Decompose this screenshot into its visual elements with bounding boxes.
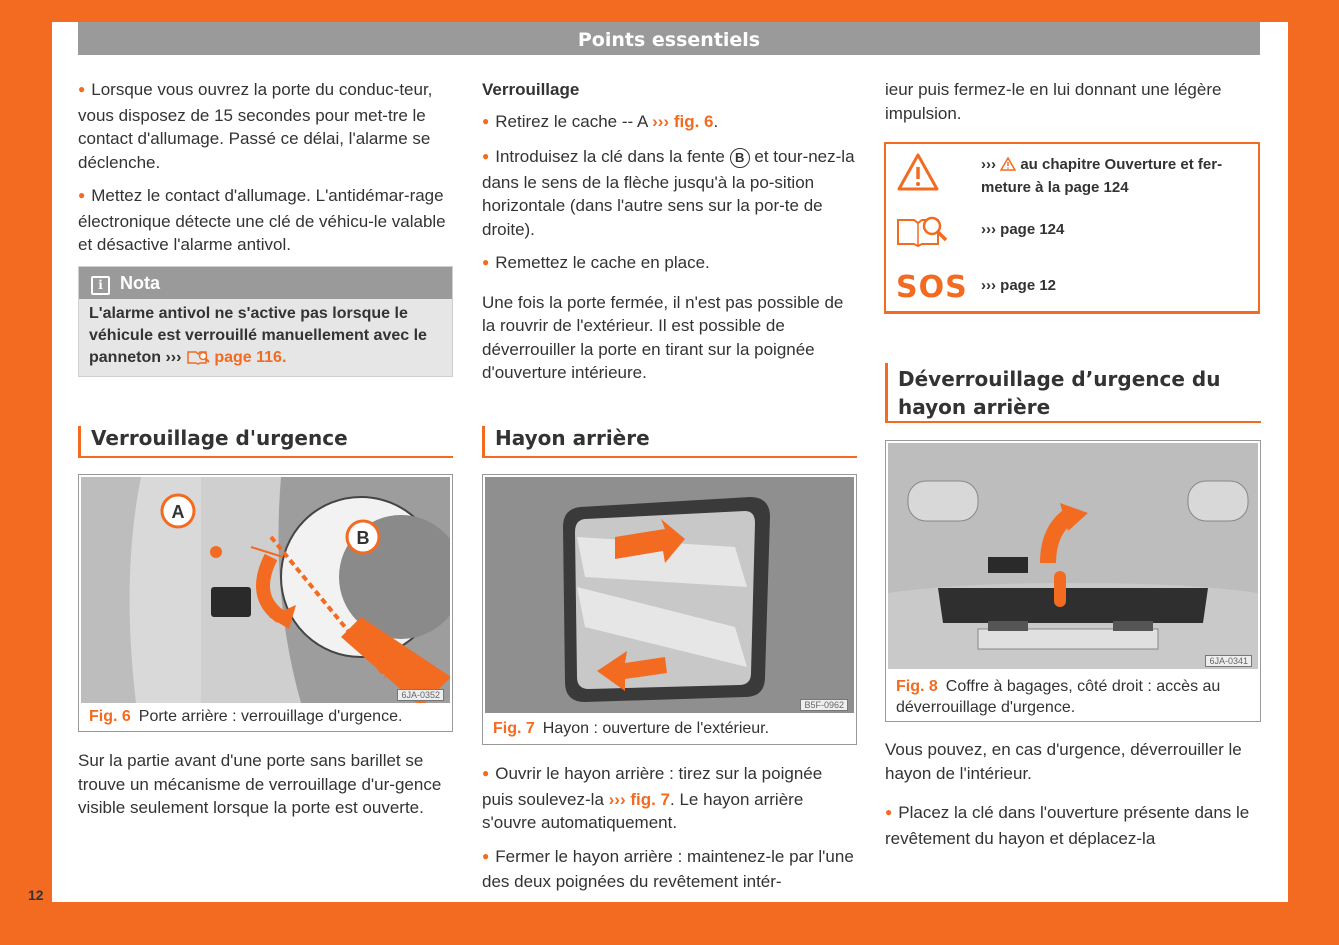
section-title-hayon-arriere: Hayon arrière: [482, 426, 857, 458]
col1-body: [78, 749, 453, 830]
nota-ref-arrows: ›››: [165, 349, 182, 366]
col2-paragraph: Une fois la porte fermée, il n'est pas possible de la rouvrir de l'extérieur. Il est possible de déverrouiller la porte en tirant sur la poignée d'ouverture intérieure.: [482, 292, 844, 382]
col2-bullet-1-end: .: [713, 111, 719, 131]
figure-8-code: 6JA-0341: [1205, 655, 1252, 667]
figure-8-label: Fig. 8: [896, 678, 938, 695]
col3-continuation: ieur puis fermez-le en lui donnant une légère impulsion.: [885, 80, 1222, 123]
figure-6-image: [81, 477, 450, 705]
col2-bullet-4: [482, 762, 857, 835]
col1-paragraph: Sur la partie avant d'une porte sans barillet se trouve un mécanisme de verrouillage d'ur-gence visible seulement lorsque la porte est ouverte.: [78, 751, 442, 817]
col2-subhead: Verrouillage: [482, 80, 580, 99]
fig7-link[interactable]: ››› fig. 7: [608, 789, 671, 809]
col2-lower: [482, 762, 857, 904]
col2-bullet-3: ● Remettez le cache en place.: [482, 251, 857, 277]
warning-ref-arrows: ›››: [981, 156, 996, 173]
figure-7-image: [485, 477, 854, 715]
figure-6: [78, 474, 453, 732]
figure-7-label: Fig. 7: [493, 720, 535, 737]
figure-8: [885, 440, 1261, 722]
callout-a: A: [171, 502, 185, 522]
figure-7-caption-text: Hayon : ouverture de l'extérieur.: [542, 720, 770, 737]
seat-logo-illustration: [485, 477, 854, 713]
col2-bullet-4-end: . Le hayon arrière s'ouvre automatiquement.: [482, 789, 804, 832]
col2-bullet-2: [482, 145, 857, 241]
section-title-deverrouillage-hayon: Déverrouillage d’urgence du hayon arrière: [885, 363, 1261, 423]
small-warning-icon: [1000, 156, 1016, 177]
column-1: [78, 78, 453, 267]
figure-8-caption-text: Coffre à bagages, côté droit : accès au déverrouillage d'urgence.: [896, 678, 1221, 716]
info-icon: i: [91, 276, 110, 295]
warning-chapter-link[interactable]: au chapitre Ouverture et fer-meture à la page 124: [981, 156, 1223, 196]
figure-6-caption: [89, 708, 402, 726]
nota-page-link[interactable]: page 116.: [214, 349, 287, 366]
figure-8-image: [888, 443, 1258, 671]
book-search-icon: [186, 349, 210, 372]
nota-header: [79, 267, 452, 299]
warning-ref: [981, 154, 1241, 198]
reference-box: [884, 142, 1260, 314]
book-page-link[interactable]: ››› page 124: [981, 221, 1065, 238]
book-search-icon: [896, 212, 948, 248]
figure-6-code: 6JA-0352: [397, 689, 444, 701]
col2-bullet-1-text: Retirez le cache -- A: [495, 111, 648, 131]
figure-6-caption-text: Porte arrière : verrouillage d'urgence.: [138, 708, 403, 725]
figure-7: [482, 474, 857, 745]
key-slot-b-badge: B: [730, 148, 750, 168]
column-3: [885, 78, 1261, 135]
col3-paragraph: Vous pouvez, en cas d'urgence, déverrouiller le hayon de l'intérieur.: [885, 740, 1242, 783]
page-number: 12: [28, 887, 44, 903]
sos-icon: SOS: [896, 270, 968, 305]
col2-bullet-1: [482, 110, 857, 136]
col3-lower: [885, 738, 1261, 860]
col3-bullet-1: ● Placez la clé dans l'ouverture présente dans le revêtement du hayon et déplacez-la: [885, 801, 1261, 850]
nota-box: [78, 266, 453, 377]
fig6-link[interactable]: ››› fig. 6: [652, 111, 714, 131]
nota-title: Nota: [120, 273, 160, 293]
col2-bullet-4-text: Ouvrir le hayon arrière : tirez sur la poignée puis soulevez-la: [482, 764, 823, 809]
nota-text-body: L'alarme antivol ne s'active pas lorsque le véhicule est verrouillé manuellement avec le panneton: [89, 305, 427, 366]
callout-b: B: [356, 528, 370, 548]
col2-bullet-5: ● Fermer le hayon arrière : maintenez-le par l'une des deux poignées du revêtement intér-: [482, 845, 857, 894]
trunk-illustration: [888, 443, 1258, 669]
figure-7-code: B5F-0962: [800, 699, 848, 711]
figure-6-label: Fig. 6: [89, 708, 131, 725]
col2-bullet-2-rest: et tour-nez-la dans le sens de la flèche jusqu'à la po-sition horizontale (dans l'autre sens sur la por-te de droite).: [482, 147, 855, 239]
page-header: Points essentiels: [78, 22, 1260, 55]
door-lock-illustration: [81, 477, 450, 703]
column-2: [482, 78, 857, 395]
figure-7-caption: [493, 720, 769, 738]
sos-page-link[interactable]: ››› page 12: [981, 277, 1057, 294]
warning-triangle-icon: [896, 152, 940, 192]
col2-bullet-2-start: Introduisez la clé dans la fente: [495, 147, 725, 166]
figure-8-caption: [896, 676, 1246, 718]
col1-bullet-1: ● Lorsque vous ouvrez la porte du conduc-teur, vous disposez de 15 secondes pour met-tre le contact d'allumage. Passé ce délai, l'alarme se déclenche.: [78, 78, 453, 174]
nota-text: [79, 299, 452, 376]
col1-bullet-2: ● Mettez le contact d'allumage. L'antidémar-rage électronique détecte une clé de véhicu-le valable et désactive l'alarme antivol.: [78, 184, 453, 257]
section-title-verrouillage-urgence: Verrouillage d'urgence: [78, 426, 453, 458]
